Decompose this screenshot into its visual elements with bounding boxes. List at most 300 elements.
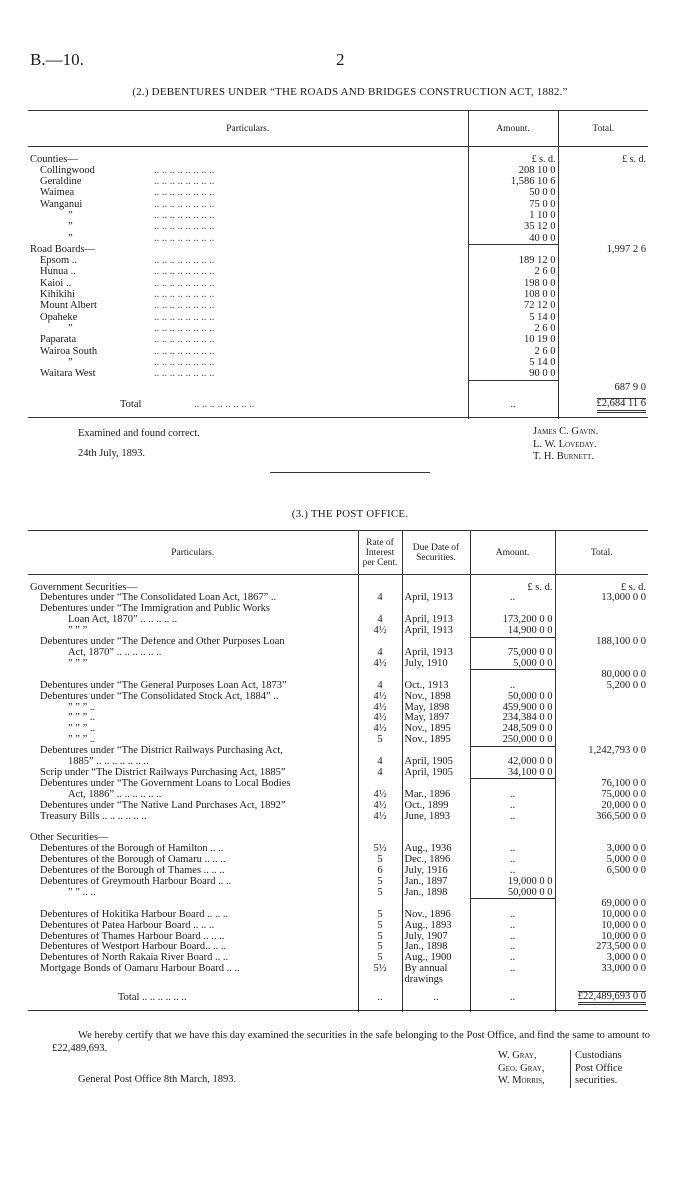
row-due: Aug., 1893 <box>402 921 470 932</box>
row-amount: 50,000 0 0 <box>470 888 555 899</box>
row-label-text: Road Boards— <box>30 244 96 255</box>
row-amount: 19,000 0 0 <box>470 877 555 888</box>
s2-examined: Examined and found correct. <box>78 428 200 439</box>
row-label-text: Paparata <box>40 335 77 346</box>
table-row <box>28 681 648 692</box>
row-label: Government Securities— <box>30 582 138 593</box>
table-row <box>28 877 648 888</box>
row-total <box>555 648 648 659</box>
s3-custodian-line: securities. <box>575 1075 618 1086</box>
row-amount: 14,900 0 0 <box>470 626 555 637</box>
section2-title: (2.) DEBENTURES UNDER “THE ROADS AND BRIDGES CONSTRUCTION ACT, 1882.” <box>132 86 568 98</box>
leader-dots: .. .. .. .. .. .. .. .. <box>154 301 215 312</box>
row-due: July, 1907 <box>402 932 470 943</box>
s3-place-date: General Post Office 8th March, 1893. <box>78 1074 237 1085</box>
table-row <box>28 234 648 245</box>
spacer-cell <box>558 147 648 155</box>
leader-dots: .. .. .. .. .. .. .. .. <box>154 278 215 289</box>
row-total: 20,000 0 0 <box>555 801 648 812</box>
table-row <box>28 844 648 855</box>
s3-custodian-brace <box>570 1050 622 1088</box>
row-rate: 6 <box>358 866 402 877</box>
row-amount: 1,586 10 6 <box>468 177 558 188</box>
rule-cell <box>28 1010 358 1011</box>
row-label: Debentures of the Borough of Oamaru .. .. .. <box>40 855 226 866</box>
section-divider <box>270 472 430 473</box>
leader-dots: .. .. .. .. .. .. .. .. <box>154 335 215 346</box>
row-total <box>555 823 648 834</box>
row-label-text: ” <box>68 233 73 244</box>
row-total <box>555 615 648 626</box>
row-total: 5,000 0 0 <box>555 855 648 866</box>
row-label: Debentures under “The Defence and Other Purposes Loan <box>40 637 285 648</box>
s2-col-total: Total. <box>558 111 648 147</box>
row-total <box>555 724 648 735</box>
leader-dots: .. .. .. .. .. .. .. .. <box>154 357 215 368</box>
row-amount: .. <box>470 844 555 855</box>
rule-cell <box>402 1010 470 1011</box>
row-total <box>558 324 648 335</box>
leader-dots: .. .. .. .. .. .. .. .. <box>154 188 215 199</box>
rule-cell <box>558 418 648 419</box>
row-rate: 4½ <box>358 812 402 823</box>
row-amount: 5,000 0 0 <box>470 659 555 670</box>
row-due: April, 1913 <box>402 593 470 604</box>
row-total: 1,997 2 6 <box>558 245 648 256</box>
row-rate: 4½ <box>358 713 402 724</box>
row-total <box>555 604 648 615</box>
row-label: ” ” ” <box>68 658 88 669</box>
table-row <box>28 812 648 823</box>
leader-dots: .. .. .. .. .. .. .. .. <box>154 267 215 278</box>
leader-dots: .. .. .. .. .. .. .. .. <box>154 165 215 176</box>
table-row <box>28 200 648 211</box>
row-label: Loan Act, 1870” .. .. .. .. .. <box>68 615 178 626</box>
table-row <box>28 380 648 394</box>
row-rate: 5 <box>358 942 402 953</box>
row-label: Debentures under “The Consolidated Loan Act, 1867” .. <box>40 593 277 604</box>
row-label: Debentures of Patea Harbour Board .. .. .. <box>40 920 215 931</box>
row-amount: .. <box>470 964 555 975</box>
row-total <box>558 155 648 166</box>
row-label <box>28 324 468 335</box>
row-due <box>402 637 470 648</box>
row-amount: 40 0 0 <box>468 234 558 245</box>
row-label <box>28 823 358 834</box>
grand-total <box>555 986 648 1010</box>
row-total: 687 9 0 <box>558 380 648 394</box>
row-due: Jan., 1898 <box>402 942 470 953</box>
row-rate <box>358 604 402 615</box>
row-label <box>28 222 468 233</box>
rule-cell <box>555 1010 648 1011</box>
table-row <box>28 324 648 335</box>
row-total <box>558 166 648 177</box>
row-label <box>28 166 468 177</box>
row-total: 188,100 0 0 <box>555 637 648 648</box>
row-label <box>28 188 468 199</box>
row-total: 10,000 0 0 <box>555 921 648 932</box>
row-label <box>28 155 468 166</box>
row-label-text: Mount Albert <box>40 301 97 312</box>
row-amount: 459,900 0 0 <box>470 703 555 714</box>
row-due: Dec., 1896 <box>402 855 470 866</box>
row-amount: .. <box>470 866 555 877</box>
table-row <box>28 222 648 233</box>
row-label: ” ” ” <box>68 626 88 637</box>
row-total <box>555 768 648 779</box>
row-rate <box>358 779 402 790</box>
row-rate: 5 <box>358 855 402 866</box>
row-label: Debentures under “The Immigration and Public Works <box>40 604 270 615</box>
row-label <box>28 670 358 681</box>
leader-dots: .. .. .. .. .. .. .. .. <box>154 346 215 357</box>
s2-signatory: James C. Gavin. <box>533 426 599 437</box>
total-due: .. <box>402 986 470 1010</box>
row-rate: 5½ <box>358 844 402 855</box>
row-amount: 189 12 0 <box>468 256 558 267</box>
row-label: Debentures under “The General Purposes Loan Act, 1873” <box>40 680 287 691</box>
row-rate <box>358 975 402 986</box>
row-label <box>28 234 468 245</box>
row-label <box>28 245 468 256</box>
row-total: 69,000 0 0 <box>555 899 648 910</box>
leader-dots: .. .. .. .. .. .. .. .. <box>154 199 215 210</box>
s3-col-total: Total. <box>555 531 648 575</box>
row-rate <box>358 823 402 834</box>
row-due: July, 1910 <box>402 659 470 670</box>
leader-dots: .. .. .. .. .. .. .. .. <box>154 256 215 267</box>
leader-dots: .. .. .. .. .. .. .. .. <box>154 290 215 301</box>
row-rate: 4 <box>358 681 402 692</box>
row-total: 366,500 0 0 <box>555 812 648 823</box>
table-row <box>28 177 648 188</box>
row-rate <box>358 746 402 757</box>
grand-total-box: £2,684 11 6 <box>597 398 647 413</box>
row-amount: 42,000 0 0 <box>470 757 555 768</box>
row-rate: 4½ <box>358 790 402 801</box>
row-amount <box>468 245 558 256</box>
s3-col-rate: Rate of Interest per Cent. <box>358 531 402 575</box>
row-amount: .. <box>470 932 555 943</box>
total-amount: .. <box>470 986 555 1010</box>
row-label <box>28 347 468 358</box>
row-label <box>28 358 468 369</box>
table-row <box>28 188 648 199</box>
row-total: 5,200 0 0 <box>555 681 648 692</box>
table-row <box>28 358 648 369</box>
row-amount: .. <box>470 801 555 812</box>
row-label: Debentures of the Borough of Hamilton .. .. <box>40 844 224 855</box>
row-amount <box>470 823 555 834</box>
row-amount: 173,200 0 0 <box>470 615 555 626</box>
row-label <box>28 335 468 346</box>
table-row <box>28 155 648 166</box>
row-label <box>28 256 468 267</box>
row-total <box>555 735 648 746</box>
row-label: Mortgage Bonds of Oamaru Harbour Board .. .. <box>40 964 240 975</box>
table-row <box>28 768 648 779</box>
row-label: Other Securities— <box>30 833 109 844</box>
table-row <box>28 703 648 714</box>
table-row <box>28 659 648 670</box>
row-label: ” ” ” .. <box>68 713 96 724</box>
row-label: ” ” ” .. <box>68 702 96 713</box>
table-row <box>28 279 648 290</box>
row-amount <box>470 604 555 615</box>
grand-total <box>558 394 648 418</box>
table-row <box>28 692 648 703</box>
row-rate: 4½ <box>358 703 402 714</box>
row-rate: 4 <box>358 615 402 626</box>
row-total: 13,000 0 0 <box>555 593 648 604</box>
row-total <box>558 267 648 278</box>
s3-signatory: Geo. Gray, <box>498 1062 545 1074</box>
row-amount: 234,384 0 0 <box>470 713 555 724</box>
amount-unit: £ s. d. <box>531 154 556 165</box>
row-total <box>558 358 648 369</box>
row-due: drawings <box>402 975 470 986</box>
row-label <box>28 267 468 278</box>
table-row <box>28 932 648 943</box>
row-amount: .. <box>470 593 555 604</box>
table-row <box>28 256 648 267</box>
row-amount: 72 12 0 <box>468 301 558 312</box>
row-total: 76,100 0 0 <box>555 779 648 790</box>
row-due <box>402 583 470 594</box>
row-label-text: Geraldine <box>40 177 82 188</box>
row-amount: 2 6 0 <box>468 347 558 358</box>
row-label-text: Waitara West <box>40 369 96 380</box>
row-amount: 34,100 0 0 <box>470 768 555 779</box>
table-row <box>28 267 648 278</box>
s3-col-amount: Amount. <box>470 531 555 575</box>
table-row <box>28 369 648 380</box>
row-due <box>402 899 470 910</box>
rule-cell <box>468 418 558 419</box>
s3-custodian-line: Post Office <box>575 1062 623 1074</box>
spacer-cell <box>470 575 555 583</box>
row-due: May, 1898 <box>402 703 470 714</box>
rule-cell <box>358 1010 402 1011</box>
row-total: 75,000 0 0 <box>555 790 648 801</box>
row-label: Debentures of the Borough of Thames .. .. .. <box>40 866 225 877</box>
row-total <box>555 888 648 899</box>
row-label: ” ” .. .. <box>68 887 96 898</box>
table-row <box>28 975 648 986</box>
row-rate: 4½ <box>358 659 402 670</box>
row-total <box>558 200 648 211</box>
row-amount: 50,000 0 0 <box>470 692 555 703</box>
row-label-text: Epsom .. <box>40 256 78 267</box>
row-label-text: ” <box>68 222 73 233</box>
row-total <box>558 290 648 301</box>
table-row <box>28 166 648 177</box>
row-total: 33,000 0 0 <box>555 964 648 975</box>
row-amount <box>470 975 555 986</box>
row-label-text: Hunua .. <box>40 267 76 278</box>
row-amount <box>470 670 555 681</box>
table-bottom-rule <box>28 418 648 419</box>
row-rate <box>358 670 402 681</box>
row-total: 10,000 0 0 <box>555 932 648 943</box>
row-amount: .. <box>470 953 555 964</box>
table-row <box>28 866 648 877</box>
row-total <box>555 877 648 888</box>
row-total <box>555 975 648 986</box>
row-total <box>555 703 648 714</box>
row-amount: 75 0 0 <box>468 200 558 211</box>
row-label: ” ” ” .. <box>68 735 96 746</box>
table-row <box>28 942 648 953</box>
row-amount <box>470 899 555 910</box>
row-label: Debentures of Westport Harbour Board.. .. .. <box>40 942 227 953</box>
row-due <box>402 604 470 615</box>
row-rate: 5 <box>358 877 402 888</box>
row-label: 1885” .. .. .. .. .. .. .. <box>68 757 149 768</box>
row-due: May, 1897 <box>402 713 470 724</box>
row-rate <box>358 899 402 910</box>
table-row <box>28 833 648 844</box>
row-due: By annual <box>402 964 470 975</box>
spacer-row <box>28 147 648 155</box>
row-amount <box>468 155 558 166</box>
row-due <box>402 833 470 844</box>
row-amount: £ s. d. <box>470 583 555 594</box>
row-due: Nov., 1895 <box>402 735 470 746</box>
row-rate: 4½ <box>358 801 402 812</box>
row-label-text: ” <box>68 323 73 334</box>
row-rate: 5 <box>358 910 402 921</box>
row-due: Aug., 1900 <box>402 953 470 964</box>
table-row <box>28 615 648 626</box>
row-label: Debentures under “The District Railways Purchasing Act, <box>40 746 283 757</box>
spacer-cell <box>468 147 558 155</box>
row-label-text: ” <box>68 357 73 368</box>
s2-col-amount: Amount. <box>468 111 558 147</box>
table-row <box>28 583 648 594</box>
row-due: Aug., 1936 <box>402 844 470 855</box>
s3-col-due: Due Date of Securities. <box>402 531 470 575</box>
row-amount: 108 0 0 <box>468 290 558 301</box>
row-label <box>28 290 468 301</box>
row-rate: 4 <box>358 757 402 768</box>
row-total: 3,000 0 0 <box>555 953 648 964</box>
row-label <box>28 380 468 394</box>
row-due <box>402 779 470 790</box>
table-row <box>28 801 648 812</box>
table-row <box>28 953 648 964</box>
row-rate: 4 <box>358 648 402 659</box>
row-amount: .. <box>470 681 555 692</box>
row-label-text: Kaioi .. <box>40 278 72 289</box>
row-total <box>558 222 648 233</box>
row-due: Jan., 1898 <box>402 888 470 899</box>
table-row <box>28 855 648 866</box>
spacer-cell <box>555 575 648 583</box>
row-amount <box>468 380 558 394</box>
row-amount: 10 19 0 <box>468 335 558 346</box>
row-amount: .. <box>470 921 555 932</box>
row-total <box>558 279 648 290</box>
table-row <box>28 648 648 659</box>
leader-dots: .. .. .. .. .. .. .. .. <box>154 222 215 233</box>
row-rate: 5 <box>358 735 402 746</box>
row-total: 6,500 0 0 <box>555 866 648 877</box>
total-label: Total .. .. .. .. .. .. <box>118 991 187 1003</box>
row-total: 273,500 0 0 <box>555 942 648 953</box>
row-label: Act, 1870” .. .. .. .. .. .. <box>68 647 162 658</box>
row-label-text: Wanganui <box>40 199 83 210</box>
page-number: 2 <box>336 50 345 69</box>
spacer-cell <box>28 147 468 155</box>
row-label: Debentures under “The Native Land Purchases Act, 1892” <box>40 800 286 811</box>
row-total <box>555 833 648 844</box>
s2-col-particulars: Particulars. <box>28 111 468 147</box>
table-row <box>28 779 648 790</box>
row-total <box>555 659 648 670</box>
total-row <box>28 986 648 1010</box>
row-label-text: Wairoa South <box>40 346 98 357</box>
table-row <box>28 593 648 604</box>
s3-certify: We hereby certify that we have this day examined the securities in the safe belonging to the Post Office, and find the same to amount to £22,489,693. <box>52 1030 650 1054</box>
spacer-row <box>28 575 648 583</box>
table-row <box>28 910 648 921</box>
table-row <box>28 301 648 312</box>
section3-table <box>28 530 648 1011</box>
row-label: Debentures under “The Consolidated Stock Act, 1884” .. <box>40 691 279 702</box>
total-amount-dots: .. <box>468 394 558 418</box>
row-due: June, 1893 <box>402 812 470 823</box>
row-total: 1,242,793 0 0 <box>555 746 648 757</box>
row-label: Treasury Bills .. .. .. .. .. .. <box>40 811 147 822</box>
row-label <box>28 313 468 324</box>
row-due: Oct., 1899 <box>402 801 470 812</box>
rule-cell <box>470 1010 555 1011</box>
row-label: ” ” ” .. <box>68 724 96 735</box>
row-amount <box>470 746 555 757</box>
row-label-text: Collingwood <box>40 165 95 176</box>
row-amount: .. <box>470 910 555 921</box>
spacer-cell <box>28 575 358 583</box>
total-label-cell <box>28 394 468 418</box>
row-total <box>555 713 648 724</box>
leader-dots: .. .. .. .. .. .. .. .. <box>154 312 215 323</box>
row-amount <box>470 779 555 790</box>
row-amount: 5 14 0 <box>468 358 558 369</box>
leader-dots: .. .. .. .. .. .. .. .. <box>154 323 215 334</box>
row-total <box>558 335 648 346</box>
table-row <box>28 964 648 975</box>
row-total <box>558 188 648 199</box>
row-amount: 1 10 0 <box>468 211 558 222</box>
s3-custodian-line: Custodians <box>575 1050 622 1061</box>
row-label <box>28 211 468 222</box>
row-label <box>28 200 468 211</box>
row-label: Scrip under “The District Railways Purchasing Act, 1885” <box>40 767 286 778</box>
row-due <box>402 746 470 757</box>
row-amount: 35 12 0 <box>468 222 558 233</box>
row-label <box>28 279 468 290</box>
s3-col-particulars: Particulars. <box>28 531 358 575</box>
row-label: Act, 1886” .. .. .. .. .. .. <box>68 789 162 800</box>
row-rate: 5 <box>358 932 402 943</box>
row-total <box>555 757 648 768</box>
table-row <box>28 823 648 834</box>
row-total <box>558 313 648 324</box>
leader-dots: .. .. .. .. .. .. .. .. <box>154 210 215 221</box>
page-header-ref: B.—10. <box>30 50 84 69</box>
